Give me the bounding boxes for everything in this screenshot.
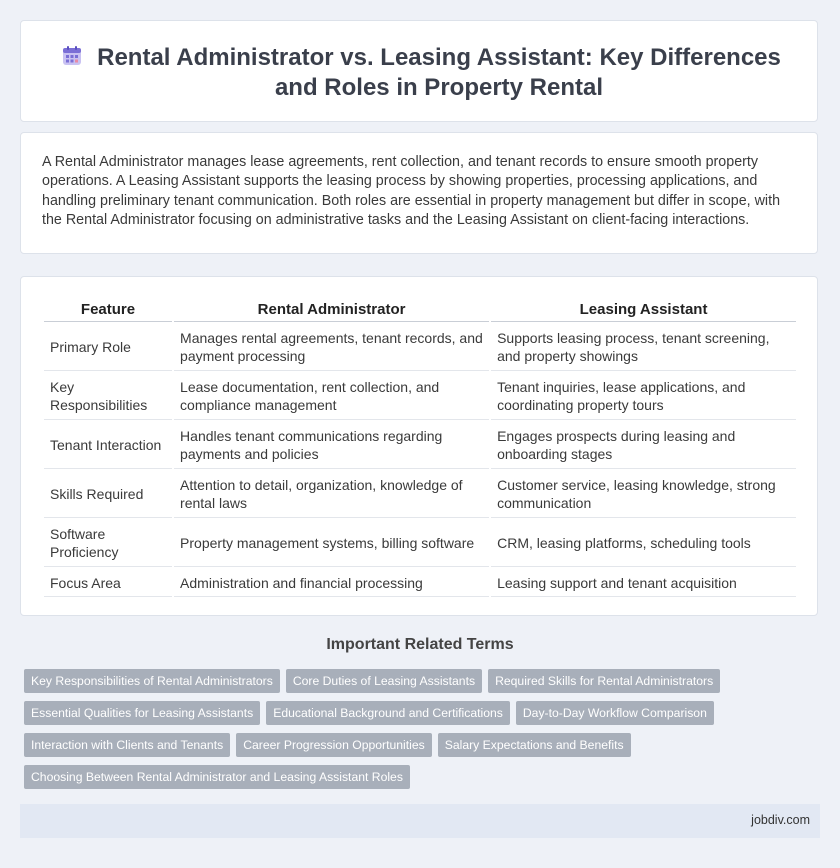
related-terms-list — [24, 669, 814, 797]
related-term-tag[interactable]: Choosing Between Rental Administrator and Leasing Assistant Roles — [24, 765, 410, 789]
leasing-assistant-cell: Customer service, leasing knowledge, strong communication — [491, 469, 796, 518]
table-header-row — [44, 295, 796, 322]
feature-cell: Primary Role — [44, 322, 172, 371]
feature-cell: Key Responsibilities — [44, 371, 172, 420]
leasing-assistant-cell: CRM, leasing platforms, scheduling tools — [491, 518, 796, 567]
related-term-tag[interactable]: Career Progression Opportunities — [236, 733, 432, 757]
feature-cell: Tenant Interaction — [44, 420, 172, 469]
header-leasing-assistant: Leasing Assistant — [491, 295, 796, 322]
feature-cell: Skills Required — [44, 469, 172, 518]
comparison-card — [20, 276, 818, 616]
page-title: Rental Administrator vs. Leasing Assistant: Key Differences and Roles in Property Rental — [97, 44, 781, 101]
rental-admin-cell: Property management systems, billing software — [174, 518, 489, 567]
table-row — [44, 420, 796, 469]
intro-card — [20, 132, 818, 254]
related-term-tag[interactable]: Interaction with Clients and Tenants — [24, 733, 230, 757]
related-terms-title: Important Related Terms — [326, 636, 514, 653]
leasing-assistant-cell: Engages prospects during leasing and onboarding stages — [491, 420, 796, 469]
related-term-tag[interactable]: Day-to-Day Workflow Comparison — [516, 701, 714, 725]
title-card — [20, 20, 818, 122]
table-row — [44, 469, 796, 518]
rental-admin-cell: Manages rental agreements, tenant records, and payment processing — [174, 322, 489, 371]
header-rental-administrator: Rental Administrator — [174, 295, 489, 322]
feature-cell: Focus Area — [44, 567, 172, 597]
footer-site-link[interactable]: jobdiv.com — [751, 813, 810, 827]
table-row — [44, 371, 796, 420]
rental-admin-cell: Attention to detail, organization, knowledge of rental laws — [174, 469, 489, 518]
header-feature: Feature — [44, 295, 172, 322]
intro-paragraph: A Rental Administrator manages lease agreements, rent collection, and tenant records to ensure smooth property operations. A Leasing Assistant supports the leasing process by showing properties, processing applications, and handling preliminary tenant communication. Both roles are essential in property management but differ in scope, with the Rental Administrator focusing on administrative tasks and the Leasing Assistant on client-facing interactions. — [42, 154, 781, 228]
related-term-tag[interactable]: Required Skills for Rental Administrators — [488, 669, 720, 693]
leasing-assistant-cell: Leasing support and tenant acquisition — [491, 567, 796, 597]
footer-bar — [20, 804, 820, 838]
comparison-table — [42, 295, 798, 597]
rental-admin-cell: Lease documentation, rent collection, and compliance management — [174, 371, 489, 420]
feature-cell: Software Proficiency — [44, 518, 172, 567]
related-term-tag[interactable]: Salary Expectations and Benefits — [438, 733, 631, 757]
leasing-assistant-cell: Tenant inquiries, lease applications, and coordinating property tours — [491, 371, 796, 420]
table-row — [44, 322, 796, 371]
related-term-tag[interactable]: Core Duties of Leasing Assistants — [286, 669, 482, 693]
related-term-tag[interactable]: Educational Background and Certifications — [266, 701, 510, 725]
leasing-assistant-cell: Supports leasing process, tenant screening, and property showings — [491, 322, 796, 371]
rental-admin-cell: Administration and financial processing — [174, 567, 489, 597]
table-row — [44, 567, 796, 597]
related-term-tag[interactable]: Essential Qualities for Leasing Assistants — [24, 701, 260, 725]
table-row — [44, 518, 796, 567]
related-term-tag[interactable]: Key Responsibilities of Rental Administrators — [24, 669, 280, 693]
rental-admin-cell: Handles tenant communications regarding payments and policies — [174, 420, 489, 469]
